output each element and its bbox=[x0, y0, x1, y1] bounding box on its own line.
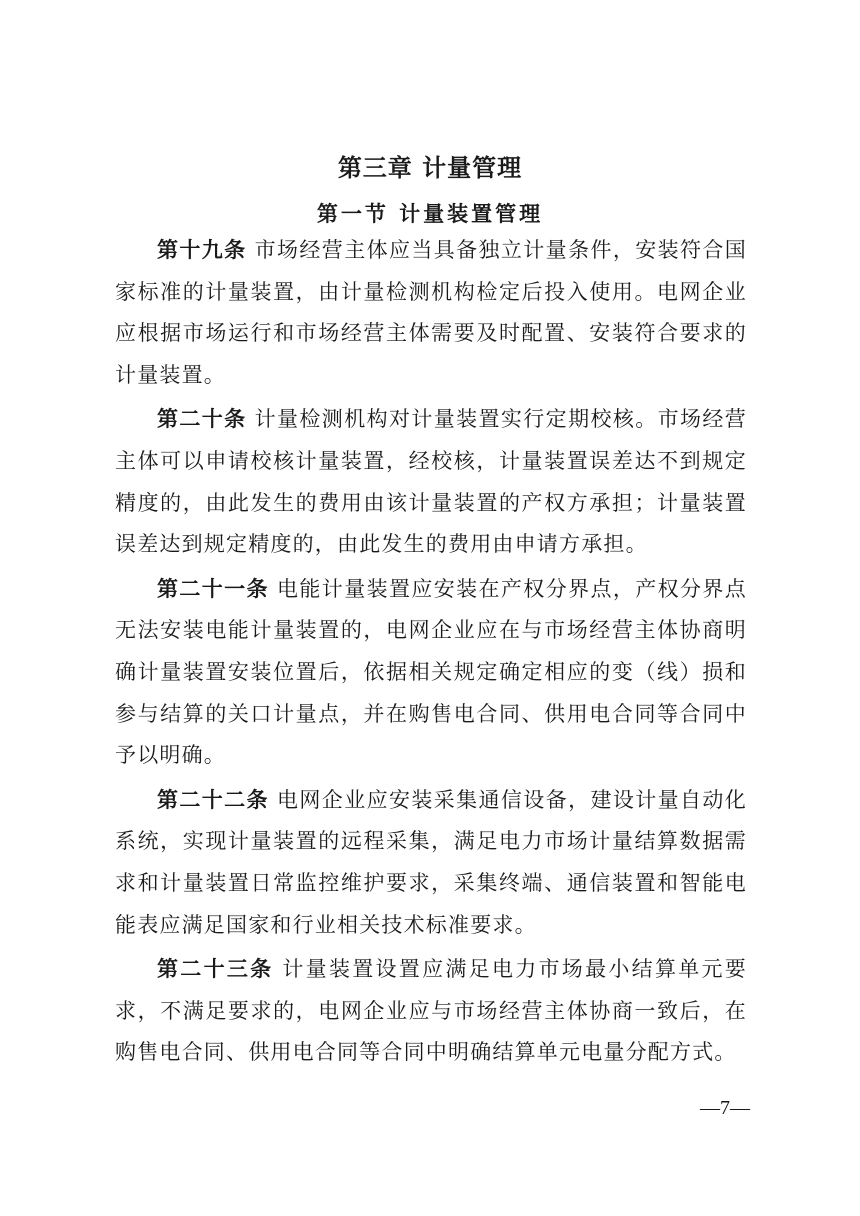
article-23 bbox=[115, 948, 747, 1074]
article-21 bbox=[115, 568, 747, 777]
article-text: 计量装置设置应满足电力市场最小结算单元要求，不满足要求的，电网企业应与市场经营主体协商一致后，在购售电合同、供用电合同等合同中明确结算单元电量分配方式。 bbox=[115, 957, 747, 1065]
page-number: —7— bbox=[700, 1097, 750, 1119]
chapter-title: 第三章 计量管理 bbox=[337, 154, 523, 182]
article-number: 第二十二条 bbox=[157, 786, 269, 812]
section-title: 第一节 计量装置管理 bbox=[316, 201, 544, 226]
article-text: 电网企业应安装采集通信设备，建设计量自动化系统，实现计量装置的远程采集，满足电力市场计量结算数据需求和计量装置日常监控维护要求，采集终端、通信装置和智能电能表应满足国家和行业相关技术标准要求。 bbox=[115, 787, 748, 937]
article-number: 第二十三条 bbox=[157, 956, 274, 982]
article-text: 电能计量装置应安装在产权分界点，产权分界点无法安装电能计量装置的，电网企业应在与市场经营主体协商明确计量装置安装位置后，依据相关规定确定相应的变（线）损和参与结算的关口计量点，并在购售电合同、供用电合同等合同中予以明确。 bbox=[115, 576, 748, 768]
article-number: 第二十条 bbox=[157, 406, 247, 432]
article-20 bbox=[115, 398, 747, 565]
article-list bbox=[115, 229, 747, 1076]
article-number: 第十九条 bbox=[157, 237, 247, 262]
article-text: 计量检测机构对计量装置实行定期校核。市场经营主体可以申请校核计量装置，经校核，计量装置误差达不到规定精度的，由此发生的费用由该计量装置的产权方承担；计量装置误差达到规定精度的，由此发生的费用由申请方承担。 bbox=[115, 407, 747, 557]
article-19 bbox=[115, 229, 747, 396]
article-22 bbox=[115, 779, 747, 946]
article-number: 第二十一条 bbox=[157, 575, 269, 601]
article-text: 市场经营主体应当具备独立计量条件，安装符合国家标准的计量装置，由计量检测机构检定后投入使用。电网企业应根据市场运行和市场经营主体需要及时配置、安装符合要求的计量装置。 bbox=[115, 238, 747, 387]
